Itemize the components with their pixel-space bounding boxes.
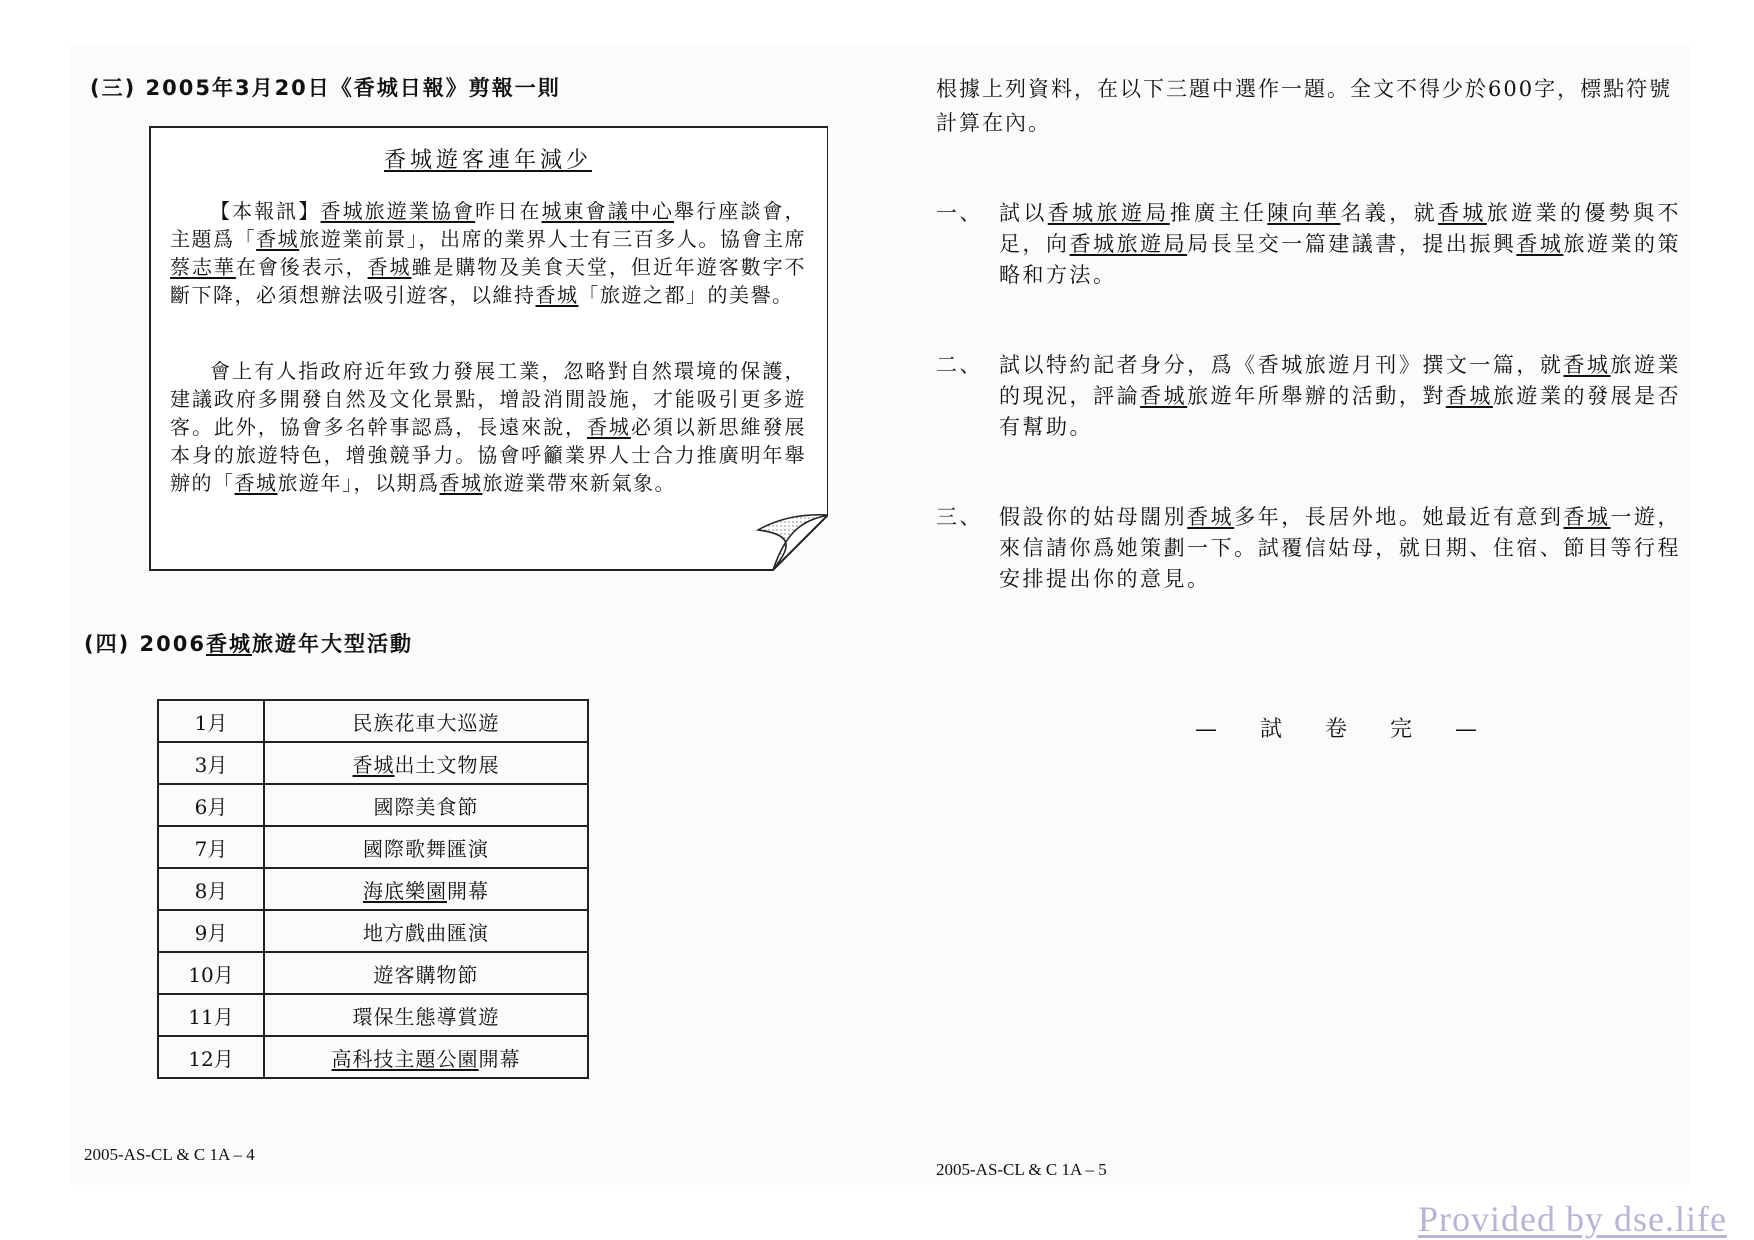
activity-name <box>264 1036 588 1078</box>
section-4-heading <box>84 628 413 658</box>
underlined-proper-noun: 香城 <box>256 227 300 251</box>
text-segment: 旅遊業的策略和方法。 <box>999 232 1682 287</box>
text-segment: 多年，長居外地。她最近有意到 <box>1234 505 1564 529</box>
question-number: 二、 <box>936 353 983 377</box>
table-row <box>158 826 588 868</box>
activity-name <box>264 826 588 868</box>
underlined-proper-noun: 香城 <box>535 283 579 307</box>
text-segment: 雖是購物及美食天堂，但近年遊客數字不斷下降，必須想辦法吸引遊客，以維持 <box>170 255 807 307</box>
text-segment: 國際美食節 <box>373 794 479 819</box>
table-row <box>158 994 588 1036</box>
activity-name <box>264 994 588 1036</box>
question-1 <box>936 198 1681 291</box>
text-segment: 開幕 <box>447 878 489 903</box>
question-text <box>999 350 1681 443</box>
underlined-proper-noun: 香城 <box>234 471 278 495</box>
table-row <box>158 742 588 784</box>
question-2 <box>936 350 1681 443</box>
text-segment: 旅遊業的優勢與不足，向 <box>999 201 1682 256</box>
activity-month: 12月 <box>158 1036 264 1078</box>
activity-name <box>264 868 588 910</box>
text-segment: 遊客購物節 <box>373 962 479 987</box>
underlined-proper-noun: 香城 <box>1563 505 1611 529</box>
text-segment: 試以 <box>999 201 1048 225</box>
underlined-proper-noun: 海底樂園 <box>363 878 447 903</box>
underlined-proper-noun: 香城 <box>1187 505 1235 529</box>
text-segment: 局長呈交一篇建議書，提出振興 <box>1187 232 1517 256</box>
section-3-heading: (三) 2005年3月20日《香城日報》剪報一則 <box>90 76 561 100</box>
activity-month: 9月 <box>158 910 264 952</box>
text-segment: 旅遊業前景」，出席的業界人士有三百多人。協會主席 <box>299 227 807 251</box>
text-segment: 「旅遊之都」的美譽。 <box>578 283 794 307</box>
text-segment: 名義，就 <box>1340 201 1439 225</box>
text-segment: 民族花車大巡遊 <box>352 710 500 735</box>
text-segment: 旅遊業的發展是否有幫助。 <box>999 384 1682 439</box>
underlined-proper-noun: 香城 <box>205 632 252 656</box>
text-segment: 出土文物展 <box>394 752 500 777</box>
underlined-proper-noun: 香城 <box>1563 353 1611 377</box>
text-segment: 地方戲曲匯演 <box>363 920 489 945</box>
text-segment: 昨日在 <box>475 199 542 223</box>
underlined-proper-noun: 香城旅遊局 <box>1069 232 1188 256</box>
text-segment: 旅遊年所舉辦的活動，對 <box>1187 384 1446 408</box>
text-segment: 一遊，來信請你爲她策劃一下。試覆信姑母，就日期、住宿、節目等行程安排提出你的意見。 <box>999 505 1682 591</box>
activity-name <box>264 910 588 952</box>
text-segment: 試以特約記者身分，爲《 <box>999 353 1258 377</box>
underlined-proper-noun: 香城 <box>367 255 412 279</box>
text-segment: 旅遊業帶來新氣象。 <box>482 471 676 495</box>
text-segment: 【本報訊】 <box>210 199 321 223</box>
underlined-proper-noun: 香城 <box>1516 232 1564 256</box>
underlined-proper-noun: 蔡志華 <box>170 255 236 279</box>
table-row <box>158 1036 588 1078</box>
text-segment: 旅遊年大型活動 <box>251 632 413 656</box>
activity-name <box>264 952 588 994</box>
underlined-proper-noun: 高科技主題公園 <box>331 1046 479 1071</box>
underlined-proper-noun: 香城 <box>352 752 395 777</box>
text-segment: 在會後表示， <box>235 255 368 279</box>
table-row <box>158 868 588 910</box>
underlined-proper-noun: 香城 <box>1438 201 1487 225</box>
activities-table <box>157 699 589 1079</box>
activity-month: 6月 <box>158 784 264 826</box>
text-segment: 環保生態導賞遊 <box>352 1004 500 1029</box>
text-segment: 香城 <box>1257 353 1305 377</box>
page-footer-right: 2005-AS-CL & C 1A – 5 <box>936 1160 1107 1179</box>
table-row <box>158 784 588 826</box>
activity-month: 11月 <box>158 994 264 1036</box>
underlined-proper-noun: 香城 <box>1445 384 1493 408</box>
underlined-proper-noun: 香城 <box>439 471 483 495</box>
text-segment: 旅遊業的現況，評論 <box>999 353 1682 408</box>
activity-month: 8月 <box>158 868 264 910</box>
clipping-frame <box>148 125 828 572</box>
activity-month: 3月 <box>158 742 264 784</box>
text-segment: 國際歌舞匯演 <box>363 836 489 861</box>
table-row <box>158 700 588 742</box>
text-segment: 假設你的姑母闊別 <box>999 505 1188 529</box>
activity-name <box>264 784 588 826</box>
activity-name <box>264 742 588 784</box>
text-segment: 開幕 <box>478 1046 521 1071</box>
table-row <box>158 910 588 952</box>
text-segment: 推廣主任 <box>1169 201 1268 225</box>
underlined-proper-noun: 香城 <box>1140 384 1188 408</box>
text-segment: 舉行座談會，主題爲「 <box>170 199 807 251</box>
text-segment: 旅遊月刊》撰文一篇，就 <box>1304 353 1564 377</box>
activity-name <box>264 700 588 742</box>
question-number: 三、 <box>936 505 983 529</box>
clipping-paragraph-2 <box>170 357 806 497</box>
underlined-proper-noun: 城東會議中心 <box>541 199 675 223</box>
activity-month: 7月 <box>158 826 264 868</box>
underlined-proper-noun: 香城 <box>586 415 631 439</box>
activity-month: 10月 <box>158 952 264 994</box>
underlined-proper-noun: 香城旅遊業協會 <box>320 199 476 223</box>
underlined-proper-noun: 陳向華 <box>1267 201 1341 225</box>
question-text <box>999 502 1681 595</box>
page-footer-left: 2005-AS-CL & C 1A – 4 <box>84 1145 255 1164</box>
text-segment: 必須以新思維發展本身的旅遊特色，增強競爭力。協會呼籲業界人士合力推廣明年舉辦的「 <box>170 415 807 495</box>
underlined-proper-noun: 香城旅遊局 <box>1047 201 1170 225</box>
question-text <box>999 198 1681 291</box>
question-3 <box>936 502 1681 595</box>
clipping-paragraph-1 <box>170 197 806 309</box>
end-of-paper-mark: — 試 卷 完 — <box>1195 717 1495 742</box>
text-segment: 旅遊年」，以期爲 <box>277 471 440 495</box>
text-segment: (四) 2006 <box>84 632 206 656</box>
table-row <box>158 952 588 994</box>
activity-month: 1月 <box>158 700 264 742</box>
newspaper-clipping <box>148 125 828 572</box>
watermark-link[interactable]: Provided by dse.life <box>1418 1199 1727 1239</box>
text-segment: 會上有人指政府近年致力發展工業，忽略對自然環境的保護，建議政府多開發自然及文化景點，增設消閒設施，才能吸引更多遊客。此外，協會多名幹事認爲，長遠來說， <box>170 359 806 439</box>
instructions: 根據上列資料，在以下三題中選作一題。全文不得少於600字，標點符號計算在內。 <box>936 77 1673 135</box>
question-number: 一、 <box>936 201 983 225</box>
clipping-title: 香城遊客連年減少 <box>383 148 592 173</box>
